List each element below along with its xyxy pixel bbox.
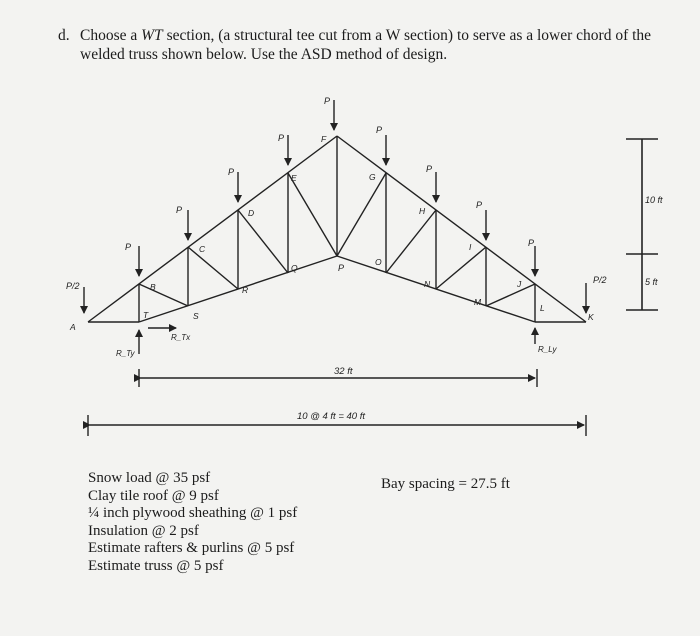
load-label: P bbox=[528, 238, 535, 248]
joint-label-d: D bbox=[248, 208, 255, 218]
dimension-height-upper: 10 ft bbox=[645, 195, 663, 205]
load-item-plywood: ¼ inch plywood sheathing @ 1 psf bbox=[88, 505, 298, 521]
load-label: P bbox=[426, 164, 433, 174]
joint-label-g: G bbox=[369, 172, 376, 182]
load-label-bottom-center: P bbox=[338, 263, 345, 273]
load-labels bbox=[66, 96, 607, 291]
span-dimension-labels bbox=[297, 366, 365, 422]
problem-text: Choose a WT section, (a structural tee cut from a W section) to serve as a lower chord of the welded truss shown below. Use the ASD method of design. bbox=[80, 27, 652, 63]
load-label: P bbox=[278, 133, 285, 143]
load-item-truss: Estimate truss @ 5 psf bbox=[88, 557, 224, 574]
load-item-rafters: Estimate rafters & purlins @ 5 psf bbox=[88, 540, 295, 556]
dimension-bottom-span: 32 ft bbox=[334, 366, 353, 377]
reaction-label-right-vertical: R_Ly bbox=[538, 345, 557, 354]
load-label: P bbox=[376, 125, 383, 135]
joint-label-e: E bbox=[291, 173, 297, 183]
reaction-label-left-vertical: R_Ty bbox=[116, 349, 135, 358]
load-list bbox=[88, 470, 297, 575]
dimension-total-span: 10 @ 4 ft = 40 ft bbox=[297, 411, 366, 422]
joint-label-h: H bbox=[419, 206, 426, 216]
bay-spacing: Bay spacing = 27.5 ft bbox=[381, 476, 510, 492]
joint-label-k: K bbox=[588, 312, 594, 322]
load-label: P bbox=[476, 200, 483, 210]
joint-label-l: L bbox=[540, 303, 545, 313]
span-dimensions bbox=[88, 369, 586, 436]
joint-label-i: I bbox=[469, 242, 472, 252]
load-label: P bbox=[176, 205, 183, 215]
top-chord-right bbox=[337, 136, 586, 322]
joint-label-a: A bbox=[70, 322, 76, 332]
reaction-arrows bbox=[139, 328, 535, 354]
top-chord-left bbox=[88, 136, 337, 322]
load-arrows bbox=[84, 100, 586, 313]
truss-members bbox=[88, 136, 586, 322]
joint-label-n: N bbox=[424, 279, 431, 289]
load-label-center: P bbox=[324, 96, 331, 106]
joint-label-q: Q bbox=[291, 263, 298, 273]
reaction-label-left-horizontal: R_Tx bbox=[171, 333, 191, 342]
dimension-height-lower: 5 ft bbox=[645, 277, 658, 287]
load-label: P bbox=[125, 242, 132, 252]
load-item-snow: Snow load @ 35 psf bbox=[88, 470, 211, 486]
load-label: P bbox=[228, 167, 235, 177]
joint-label-o: O bbox=[375, 257, 382, 267]
wt-emphasis: WT bbox=[141, 27, 163, 44]
joint-label-f: F bbox=[321, 134, 327, 144]
joint-label-s: S bbox=[193, 311, 199, 321]
joint-label-j: J bbox=[517, 279, 522, 289]
joint-labels bbox=[69, 134, 594, 332]
height-dimension-labels bbox=[645, 195, 663, 287]
load-item-clay-tile: Clay tile roof @ 9 psf bbox=[88, 487, 219, 504]
joint-label-b: B bbox=[150, 282, 156, 292]
joint-label-c: C bbox=[199, 244, 206, 254]
joint-label-m: M bbox=[474, 297, 482, 307]
load-label-right-end: P/2 bbox=[593, 275, 607, 285]
reaction-labels bbox=[116, 333, 558, 358]
load-label-left-end: P/2 bbox=[66, 281, 80, 291]
load-item-insulation: Insulation @ 2 psf bbox=[88, 522, 199, 539]
problem-label: d. bbox=[58, 27, 70, 44]
joint-label-t: T bbox=[143, 310, 149, 320]
joint-label-r: R bbox=[242, 285, 249, 295]
